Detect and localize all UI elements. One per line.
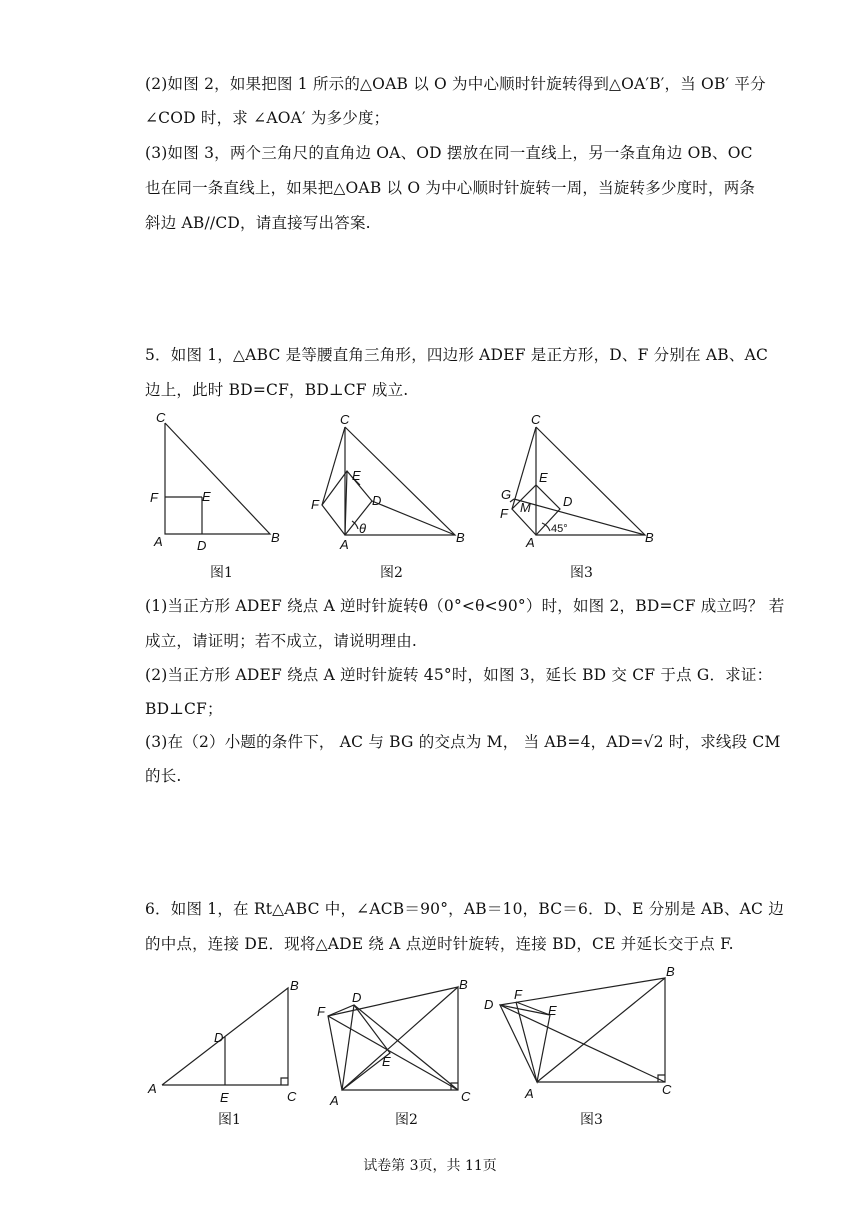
svg-text:A: A <box>525 1086 534 1101</box>
q4-part3-line3: 斜边 AB//CD，请直接写出答案. <box>145 214 371 232</box>
svg-text:E: E <box>382 1054 391 1069</box>
q5-figure-2 <box>300 405 480 580</box>
svg-text:B: B <box>666 964 675 979</box>
svg-text:G: G <box>501 487 512 502</box>
svg-text:A: A <box>148 1081 157 1096</box>
svg-text:A: A <box>330 1093 339 1108</box>
q6-fig1-caption: 图1 <box>218 1112 241 1128</box>
page-footer: 试卷第 3页，共 11页 <box>363 1158 497 1174</box>
q6-figure-3 <box>480 960 680 1135</box>
q5-figure-1 <box>140 405 300 580</box>
q5-fig3-angle: 45° <box>551 523 568 535</box>
svg-text:D: D <box>372 493 382 508</box>
svg-text:F: F <box>150 490 158 505</box>
q4-part3-line1: (3)如图 3，两个三角尺的直角边 OA、OD 摆放在同一直线上，另一条直角边 OB、OC <box>145 144 753 162</box>
q6-stem-line2: 的中点，连接 DE．现将△ADE 绕 A 点逆时针旋转，连接 BD，CE 并延长交于点 F. <box>145 935 734 953</box>
svg-text:B: B <box>459 977 468 992</box>
svg-text:C: C <box>287 1089 297 1104</box>
svg-text:C: C <box>531 412 541 427</box>
q5-stem-line1: 5．如图 1，△ABC 是等腰直角三角形，四边形 ADEF 是正方形，D、F 分别在 AB、AC <box>145 346 769 364</box>
svg-text:D: D <box>352 990 362 1005</box>
svg-text:A: A <box>154 534 163 549</box>
svg-text:E: E <box>548 1003 557 1018</box>
q5-part1-line1: (1)当正方形 ADEF 绕点 A 逆时针旋转θ（0°<θ<90°）时，如图 2，BD=CF 成立吗？ 若 <box>145 597 785 615</box>
q6-figure-2 <box>310 970 480 1135</box>
svg-text:B: B <box>271 530 280 545</box>
svg-text:E: E <box>352 468 361 483</box>
q5-part2-line2: BD⊥CF； <box>145 700 223 718</box>
q4-part3-line2: 也在同一条直线上，如果把△OAB 以 O 为中心顺时针旋转一周，当旋转多少度时，两条 <box>145 179 756 197</box>
q5-stem-line2: 边上，此时 BD=CF，BD⊥CF 成立. <box>145 381 409 399</box>
svg-text:C: C <box>340 412 350 427</box>
svg-text:C: C <box>156 410 166 425</box>
svg-text:C: C <box>662 1082 672 1097</box>
q5-part1-line2: 成立，请证明；若不成立，请说明理由. <box>145 632 418 650</box>
q5-fig1-caption: 图1 <box>210 565 233 581</box>
svg-text:E: E <box>220 1090 229 1105</box>
svg-text:M: M <box>520 500 531 515</box>
svg-text:F: F <box>500 506 508 521</box>
svg-text:B: B <box>645 530 654 545</box>
svg-text:A: A <box>340 537 349 552</box>
q4-part2-line1: (2)如图 2，如果把图 1 所示的△OAB 以 O 为中心顺时针旋转得到△OA′B′，当 OB′ 平分 <box>145 75 766 93</box>
q4-part2-line2: ∠COD 时，求 ∠AOA′ 为多少度； <box>145 109 390 127</box>
svg-text:F: F <box>311 497 319 512</box>
q5-fig2-theta: θ <box>359 521 367 536</box>
svg-text:B: B <box>290 978 299 993</box>
q5-part2-line1: (2)当正方形 ADEF 绕点 A 逆时针旋转 45°时，如图 3，延长 BD 交 CF 于点 G．求证： <box>145 666 773 684</box>
q5-part3-line1: (3)在（2）小题的条件下， AC 与 BG 的交点为 M， 当 AB=4，AD=√2 时，求线段 CM <box>145 733 781 751</box>
svg-text:F: F <box>317 1004 325 1019</box>
q5-fig3-caption: 图3 <box>570 565 593 581</box>
svg-text:C: C <box>461 1089 471 1104</box>
q5-figure-3 <box>490 405 670 580</box>
svg-text:D: D <box>214 1030 224 1045</box>
svg-text:A: A <box>526 535 535 550</box>
svg-text:D: D <box>563 494 573 509</box>
svg-text:D: D <box>484 997 494 1012</box>
q6-figure-1 <box>140 970 310 1135</box>
q6-fig3-caption: 图3 <box>580 1112 603 1128</box>
svg-text:F: F <box>514 987 522 1002</box>
q5-fig2-caption: 图2 <box>380 565 403 581</box>
q6-stem-line1: 6．如图 1，在 Rt△ABC 中，∠ACB＝90°，AB＝10，BC＝6．D、E 分别是 AB、AC 边 <box>145 900 784 918</box>
q5-part3-line2: 的长. <box>145 767 182 785</box>
svg-text:B: B <box>456 530 465 545</box>
svg-text:E: E <box>539 470 548 485</box>
svg-text:E: E <box>202 489 211 504</box>
svg-text:D: D <box>197 538 207 553</box>
q6-fig2-caption: 图2 <box>395 1112 418 1128</box>
